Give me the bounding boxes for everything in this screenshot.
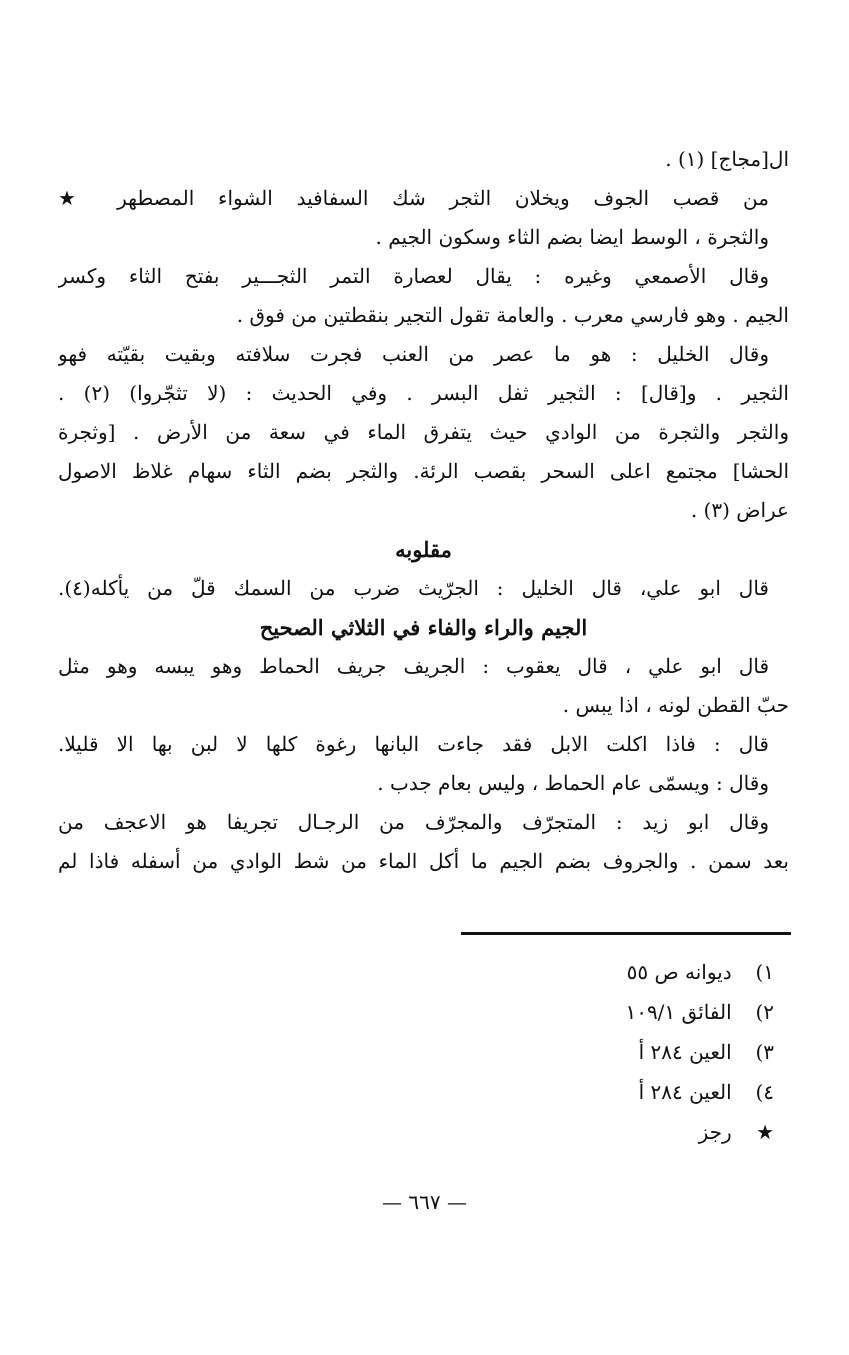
footnote-divider	[461, 932, 791, 935]
footnote-text: الفائق ١٠٩/١	[625, 1000, 732, 1024]
text-line: من قصب الجوف ويخلان الثجر شك السفافيد الشواء المصطهر ★	[58, 186, 769, 210]
footnote	[625, 1112, 774, 1152]
text-line: عراض (٣) .	[690, 498, 789, 522]
text-line: الثجير . و[قال] : الثجير ثفل البسر . وفي الحديث : (لا تثجّروا) (٢) .	[58, 381, 789, 405]
text-line: والثجر والثجرة من الوادي حيث يتفرق الماء في سعة من الأرض . [وثجرة	[58, 420, 789, 444]
text-line: وقال الخليل : هو ما عصر من العنب فجرت سلافته وبقيت بقيّته فهو	[58, 342, 769, 366]
text-line: وقال الأصمعي وغيره : يقال لعصارة التمر الثجـــير بفتح الثاء وكسر	[58, 264, 769, 288]
text-line: قال ابو علي، قال الخليل : الجرّيث ضرب من السمك قلّ من يأكله(٤).	[58, 576, 769, 600]
text-line: قال : فاذا اكلت الابل فقد جاءت البانها رغوة كلها لا لبن بها الا قليلا.	[58, 732, 769, 756]
section-heading: مقلوبه	[395, 537, 452, 562]
footnote	[625, 1032, 774, 1072]
footnote-number: ٢)	[755, 1000, 774, 1024]
footnote-number: ٣)	[755, 1040, 774, 1064]
text-line: قال ابو علي ، قال يعقوب : الجريف جريف الحماط وهو يبسه وهو مثل	[58, 654, 769, 678]
footnote-text: العين ٢٨٤ أ	[638, 1080, 732, 1104]
footnote	[625, 992, 774, 1032]
main-text	[58, 140, 789, 881]
text-line: وقال ابو زيد : المتجرّف والمجرّف من الرجـال تجريفا هو الاعجف من	[58, 810, 769, 834]
star-icon: ★	[756, 1120, 774, 1144]
footnote-text: رجز	[698, 1120, 732, 1144]
footnote-text: العين ٢٨٤ أ	[638, 1040, 732, 1064]
page-number: — ٦٦٧ —	[382, 1190, 467, 1214]
text-line: الجيم . وهو فارسي معرب . والعامة تقول التجير بنقطتين من فوق .	[236, 303, 789, 327]
text-line: بعد سمن . والجروف بضم الجيم ما أكل الماء من شط الوادي من أسفله فاذا لم	[58, 849, 789, 873]
footnote-number: ١)	[755, 960, 774, 984]
text-line: الحشا] مجتمع اعلى السحر بقصب الرئة. والثجر بضم الثاء سهام غلاظ الاصول	[58, 459, 789, 483]
footnote	[625, 1072, 774, 1112]
text-line: حبّ القطن لونه ، اذا يبس .	[562, 693, 789, 717]
footnote-number: ٤)	[755, 1080, 774, 1104]
section-heading: الجيم والراء والفاء في الثلاثي الصحيح	[259, 615, 588, 640]
footnotes	[625, 952, 774, 1152]
footnote-text: ديوانه ص ٥٥	[626, 960, 732, 984]
footnote	[625, 952, 774, 992]
text-line: وقال : ويسمّى عام الحماط ، وليس بعام جدب .	[377, 771, 769, 795]
text-line: والثجرة ، الوسط ايضا بضم الثاء وسكون الجيم .	[375, 225, 769, 249]
text-line: ال[مجاج] (١) .	[665, 147, 789, 171]
